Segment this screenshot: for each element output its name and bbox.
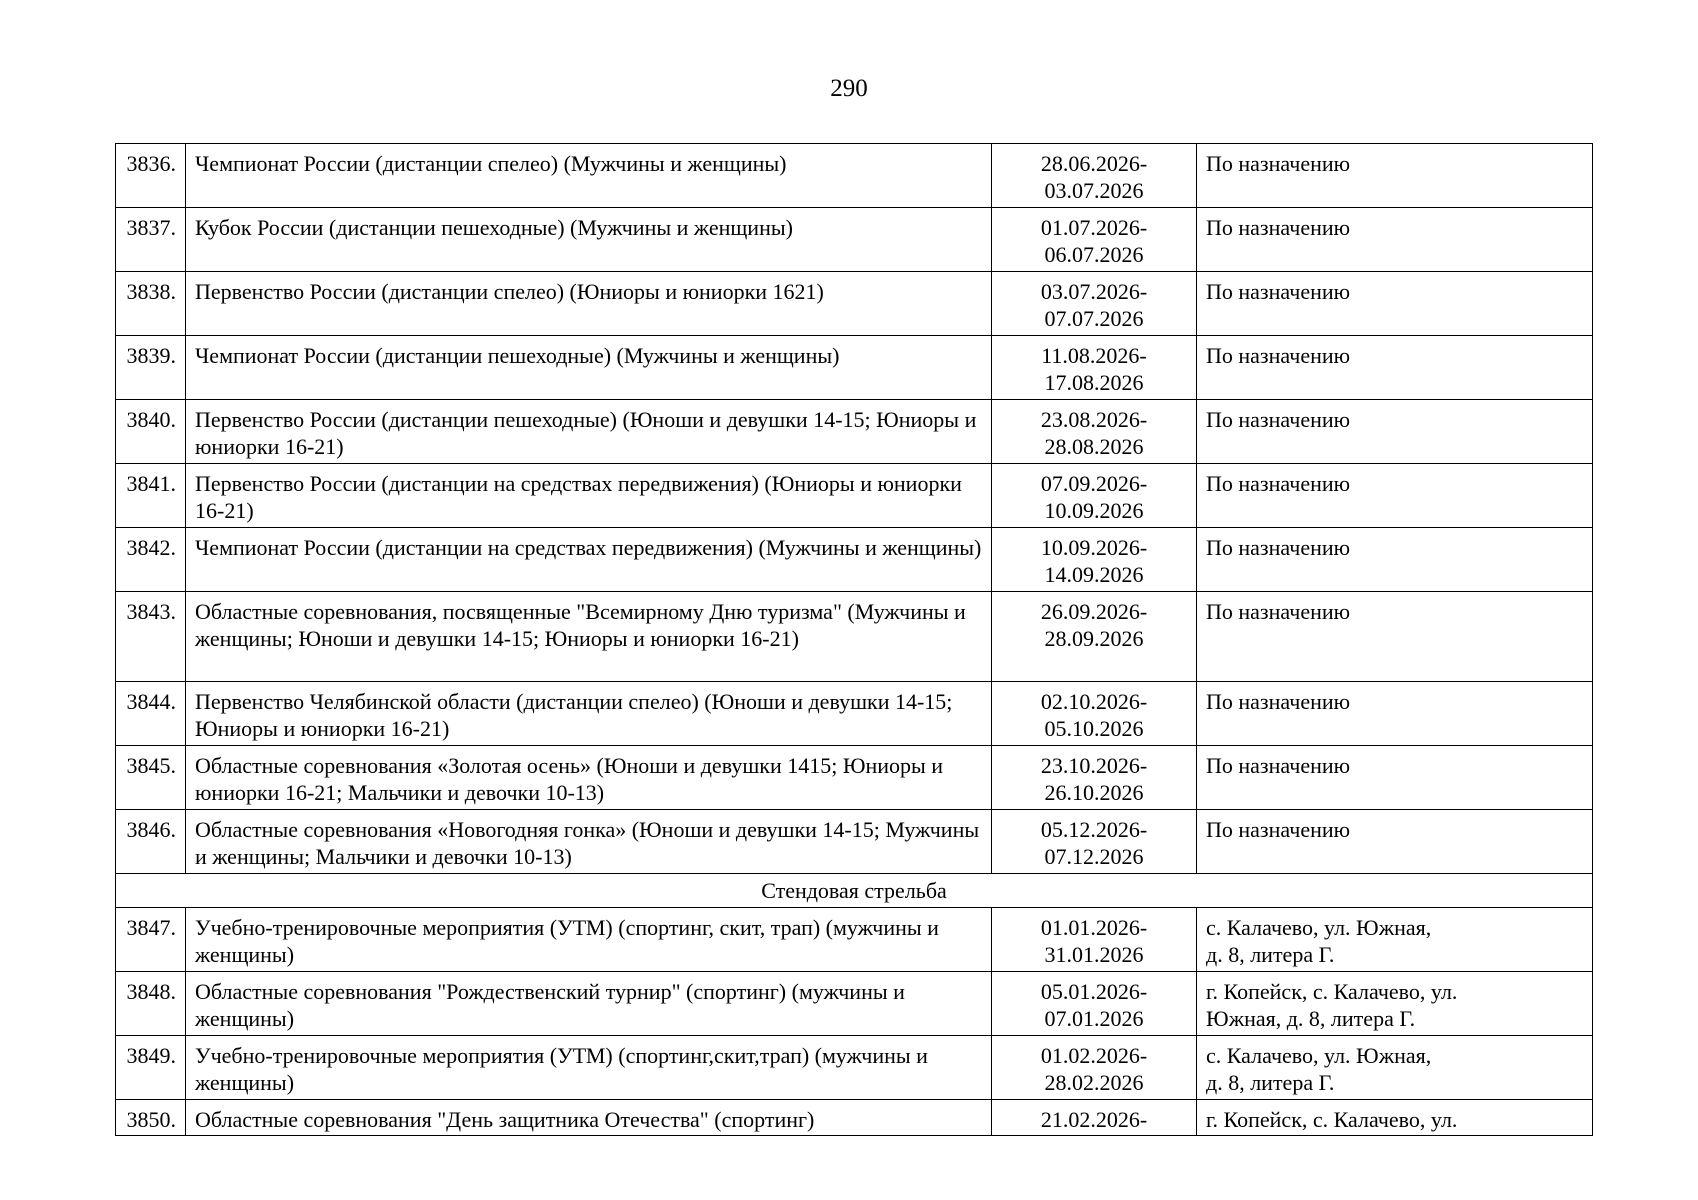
date-end: 17.08.2026 <box>1044 370 1144 395</box>
event-dates <box>992 972 1197 1036</box>
event-dates <box>992 908 1197 972</box>
event-name: Первенство России (дистанции спелео) (Юниоры и юниорки 1621) <box>186 272 992 336</box>
table-row <box>116 272 1593 336</box>
event-place: По назначению <box>1197 592 1593 682</box>
date-start: 23.08.2026- <box>1040 407 1148 432</box>
event-name: Учебно-тренировочные мероприятия (УТМ) (спортинг, скит, трап) (мужчины и женщины) <box>186 908 992 972</box>
table-row <box>116 144 1593 208</box>
event-name: Кубок России (дистанции пешеходные) (Мужчины и женщины) <box>186 208 992 272</box>
event-name: Первенство Челябинской области (дистанции спелео) (Юноши и девушки 14-15; Юниоры и юниорки 16-21) <box>186 682 992 746</box>
row-number: 3848. <box>116 972 186 1036</box>
row-number: 3844. <box>116 682 186 746</box>
events-table <box>115 143 1593 1136</box>
event-name: Первенство России (дистанции на средствах передвижения) (Юниоры и юниорки 16-21) <box>186 464 992 528</box>
event-dates <box>992 400 1197 464</box>
place-line: г. Копейск, с. Калачево, ул. <box>1206 1107 1458 1132</box>
row-number: 3837. <box>116 208 186 272</box>
event-place: По назначению <box>1197 400 1593 464</box>
row-number: 3840. <box>116 400 186 464</box>
event-name: Чемпионат России (дистанции на средствах передвижения) (Мужчины и женщины) <box>186 528 992 592</box>
row-number: 3838. <box>116 272 186 336</box>
event-name: Чемпионат России (дистанции пешеходные) (Мужчины и женщины) <box>186 336 992 400</box>
date-end: 10.09.2026 <box>1044 498 1144 523</box>
date-start: 05.01.2026- <box>1040 979 1148 1004</box>
event-place: По назначению <box>1197 272 1593 336</box>
event-place: По назначению <box>1197 810 1593 874</box>
table-row <box>116 908 1593 972</box>
table-row <box>116 810 1593 874</box>
row-number: 3839. <box>116 336 186 400</box>
date-end: 07.12.2026 <box>1044 844 1144 869</box>
row-number: 3843. <box>116 592 186 682</box>
table-row <box>116 208 1593 272</box>
date-end: 07.01.2026 <box>1044 1006 1144 1031</box>
event-place: По назначению <box>1197 746 1593 810</box>
date-end: 06.07.2026 <box>1044 242 1144 267</box>
event-name: Областные соревнования "День защитника Отечества" (спортинг) <box>186 1100 992 1136</box>
event-place <box>1197 1100 1593 1136</box>
date-end: 28.09.2026 <box>1044 626 1144 651</box>
event-place: По назначению <box>1197 682 1593 746</box>
date-end: 05.10.2026 <box>1044 716 1144 741</box>
date-end: 31.01.2026 <box>1044 942 1144 967</box>
date-end: 14.09.2026 <box>1044 562 1144 587</box>
event-place <box>1197 908 1593 972</box>
date-start: 11.08.2026- <box>1041 343 1147 368</box>
place-line: д. 8, литера Г. <box>1206 1070 1335 1095</box>
date-start: 01.02.2026- <box>1040 1043 1148 1068</box>
date-start: 07.09.2026- <box>1040 471 1148 496</box>
table-row <box>116 972 1593 1036</box>
row-number: 3846. <box>116 810 186 874</box>
place-line: Южная, д. 8, литера Г. <box>1206 1006 1416 1031</box>
table-row <box>116 336 1593 400</box>
event-place: По назначению <box>1197 144 1593 208</box>
date-start: 03.07.2026- <box>1040 279 1148 304</box>
date-start: 26.09.2026- <box>1040 599 1148 624</box>
table-row <box>116 528 1593 592</box>
row-number: 3842. <box>116 528 186 592</box>
date-end: 03.07.2026 <box>1044 178 1144 203</box>
table-row <box>116 400 1593 464</box>
event-place: По назначению <box>1197 336 1593 400</box>
date-start: 10.09.2026- <box>1040 535 1148 560</box>
page-number: 290 <box>830 75 868 102</box>
event-dates <box>992 528 1197 592</box>
table-row <box>116 1036 1593 1100</box>
date-start: 28.06.2026- <box>1040 151 1148 176</box>
event-dates <box>992 144 1197 208</box>
event-place: По назначению <box>1197 528 1593 592</box>
date-end: 28.02.2026 <box>1044 1070 1144 1095</box>
event-dates <box>992 208 1197 272</box>
event-place: По назначению <box>1197 208 1593 272</box>
event-name: Учебно-тренировочные мероприятия (УТМ) (спортинг,скит,трап) (мужчины и женщины) <box>186 1036 992 1100</box>
date-end: 26.10.2026 <box>1044 780 1144 805</box>
event-name: Областные соревнования «Золотая осень» (Юноши и девушки 1415; Юниоры и юниорки 16-21; Мальчики и девочки 10-13) <box>186 746 992 810</box>
table-row <box>116 592 1593 682</box>
row-number: 3850. <box>116 1100 186 1136</box>
event-place <box>1197 1036 1593 1100</box>
section-title: Стендовая стрельба <box>116 874 1593 908</box>
event-dates <box>992 336 1197 400</box>
table-row <box>116 1100 1593 1136</box>
place-line: с. Калачево, ул. Южная, <box>1206 1043 1432 1068</box>
event-name: Первенство России (дистанции пешеходные) (Юноши и девушки 14-15; Юниоры и юниорки 16-21) <box>186 400 992 464</box>
event-dates <box>992 1100 1197 1136</box>
place-line: г. Копейск, с. Калачево, ул. <box>1206 979 1458 1004</box>
event-place: По назначению <box>1197 464 1593 528</box>
event-dates <box>992 1036 1197 1100</box>
section-header-row <box>116 874 1593 908</box>
event-dates <box>992 592 1197 682</box>
event-place <box>1197 972 1593 1036</box>
row-number: 3841. <box>116 464 186 528</box>
date-start: 23.10.2026- <box>1040 753 1148 778</box>
event-dates <box>992 810 1197 874</box>
row-number: 3836. <box>116 144 186 208</box>
date-start: 05.12.2026- <box>1040 817 1148 842</box>
date-start: 01.01.2026- <box>1040 915 1148 940</box>
place-line: с. Калачево, ул. Южная, <box>1206 915 1432 940</box>
event-dates <box>992 464 1197 528</box>
date-start: 01.07.2026- <box>1040 215 1148 240</box>
row-number: 3845. <box>116 746 186 810</box>
row-number: 3847. <box>116 908 186 972</box>
event-dates <box>992 272 1197 336</box>
table-row <box>116 746 1593 810</box>
event-dates <box>992 746 1197 810</box>
event-name: Областные соревнования, посвященные "Всемирному Дню туризма" (Мужчины и женщины; Юноши и девушки 14-15; Юниоры и юниорки 16-21) <box>186 592 992 682</box>
event-dates <box>992 682 1197 746</box>
date-end: 07.07.2026 <box>1044 306 1144 331</box>
event-name: Чемпионат России (дистанции спелео) (Мужчины и женщины) <box>186 144 992 208</box>
event-name: Областные соревнования «Новогодняя гонка» (Юноши и девушки 14-15; Мужчины и женщины; Мальчики и девочки 10-13) <box>186 810 992 874</box>
date-start: 02.10.2026- <box>1040 689 1148 714</box>
date-end: 28.08.2026 <box>1044 434 1144 459</box>
table-row <box>116 464 1593 528</box>
event-name: Областные соревнования "Рождественский турнир" (спортинг) (мужчины и женщины) <box>186 972 992 1036</box>
date-start: 21.02.2026- <box>1040 1107 1148 1132</box>
place-line: д. 8, литера Г. <box>1206 942 1335 967</box>
row-number: 3849. <box>116 1036 186 1100</box>
table-row <box>116 682 1593 746</box>
